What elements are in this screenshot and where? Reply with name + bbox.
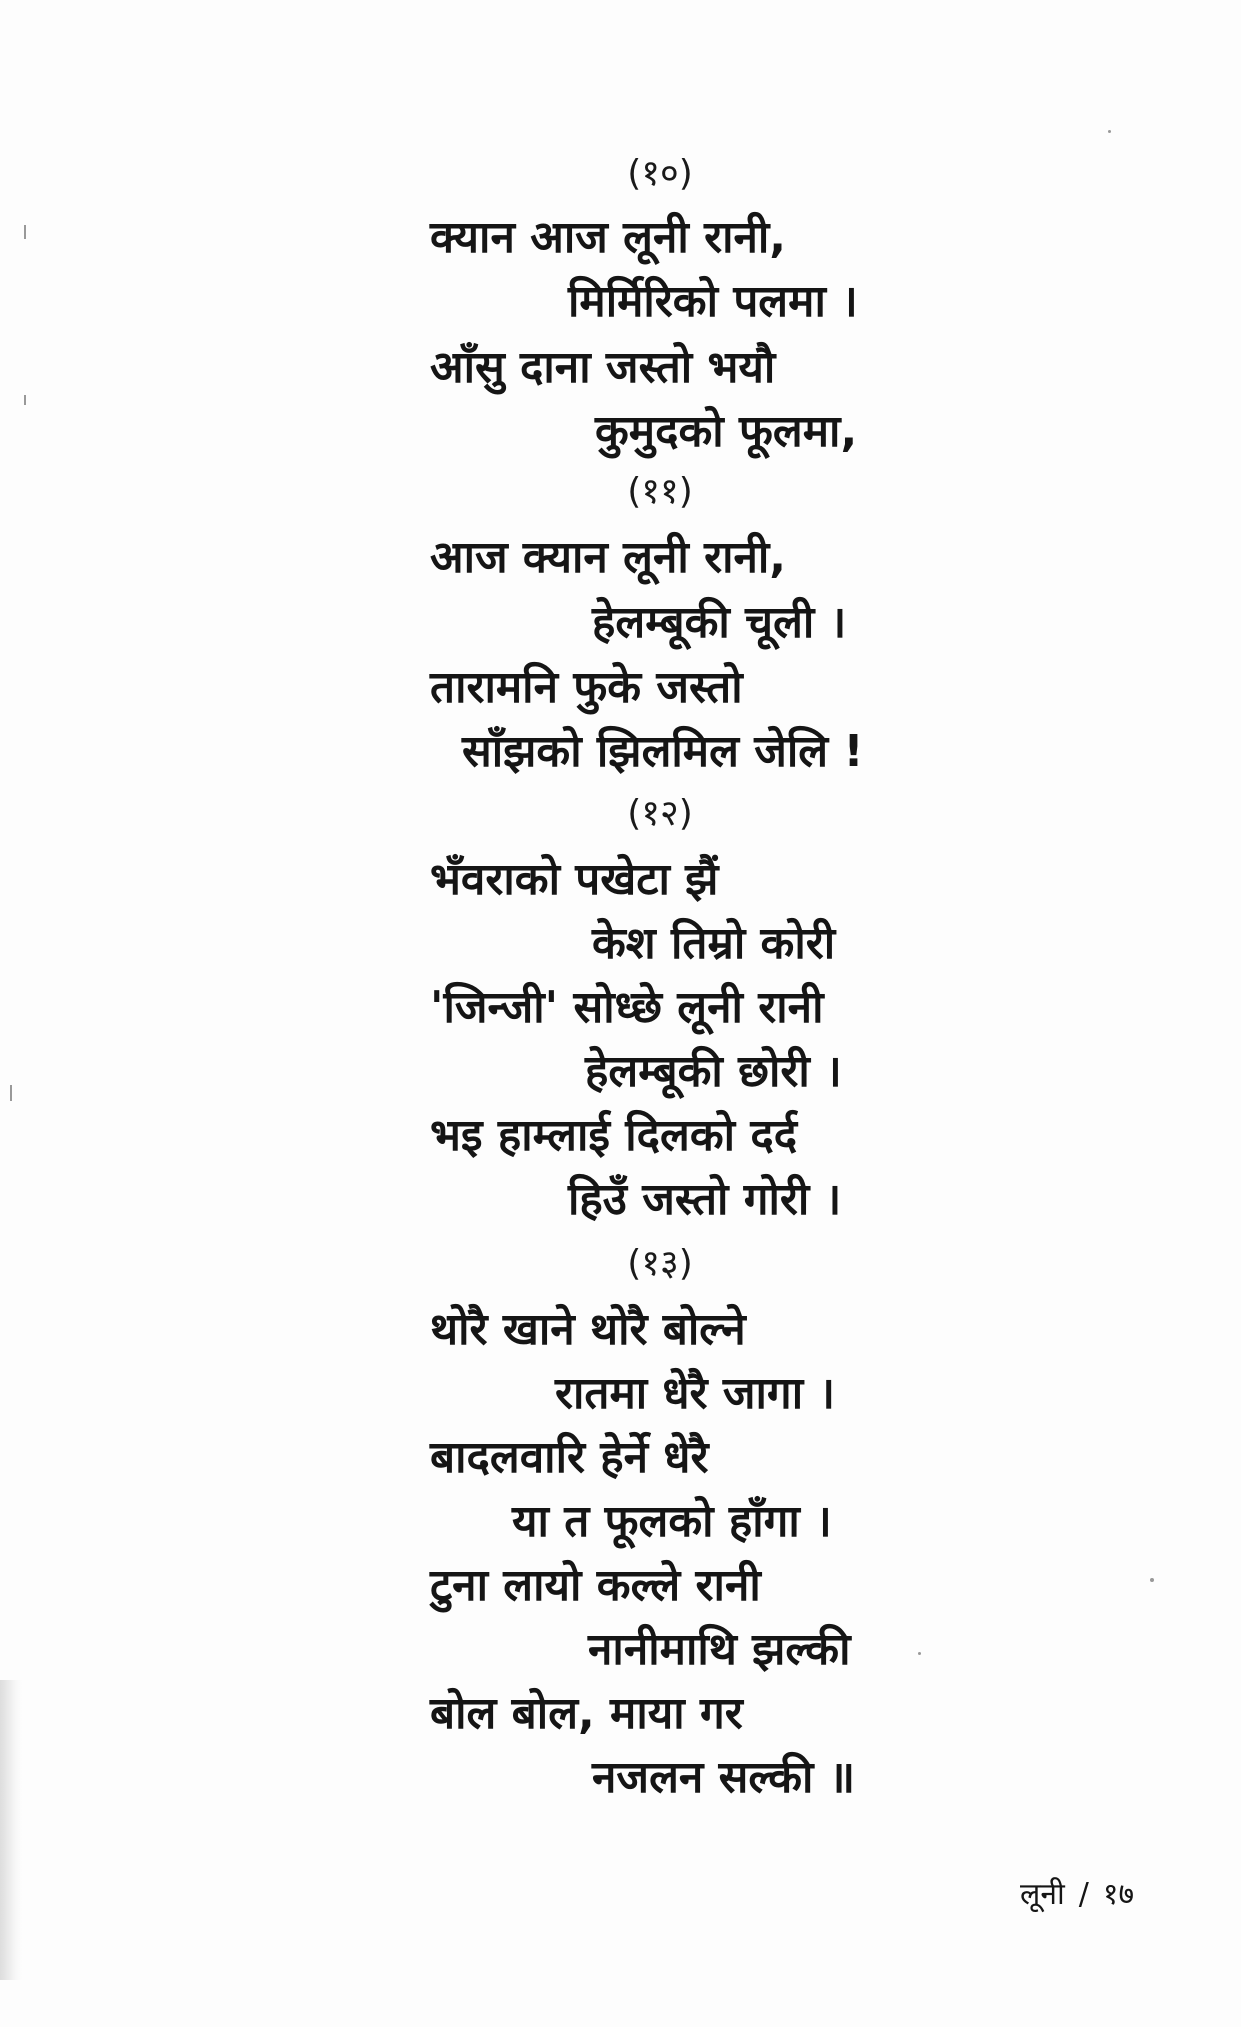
poem-line: भँवराको पखेटा झैं bbox=[430, 854, 719, 905]
poem-line: मिर्मिरिको पलमा । bbox=[568, 276, 858, 327]
page-footer bbox=[1020, 1875, 1134, 1915]
book-title: लूनी bbox=[1020, 1877, 1065, 1912]
poem-line: आज क्यान लूनी रानी, bbox=[430, 532, 787, 583]
poem-line: हेलम्बूकी छोरी । bbox=[585, 1046, 842, 1097]
poem-line: नानीमाथि झल्की bbox=[588, 1624, 851, 1675]
poem-line: नजलन सल्की ॥ bbox=[592, 1752, 856, 1803]
poem-line: बादलवारि हेर्ने धेरै bbox=[430, 1432, 709, 1483]
poem-line: आँसु दाना जस्तो भयौ bbox=[430, 342, 776, 393]
poem-line: थोरै खाने थोरै बोल्ने bbox=[430, 1304, 746, 1355]
poem-line: भइ हाम्लाई दिलको दर्द bbox=[430, 1110, 798, 1161]
stanza-number: (११) bbox=[627, 471, 693, 512]
poem-line: टुना लायो कल्ले रानी bbox=[430, 1560, 761, 1611]
poem-line: केश तिम्रो कोरी bbox=[592, 918, 836, 969]
poem-line: बोल बोल, माया गर bbox=[430, 1688, 743, 1739]
poem-line: कुमुदको फूलमा, bbox=[595, 406, 858, 457]
stanza-number: (१२) bbox=[627, 793, 693, 834]
poem-line: या त फूलको हाँगा । bbox=[512, 1496, 832, 1547]
poem-line: साँझको झिलमिल जेलि ! bbox=[462, 726, 864, 777]
poem-line: तारामनि फुके जस्तो bbox=[430, 662, 743, 713]
poem-line: 'जिन्जी' सोध्छे लूनी रानी bbox=[430, 982, 824, 1033]
page-number: १७ bbox=[1102, 1877, 1135, 1912]
footer-separator: / bbox=[1078, 1877, 1089, 1912]
stanza-number: (१०) bbox=[627, 153, 693, 194]
poem-line: हेलम्बूकी चूली । bbox=[592, 597, 847, 648]
poem-line: क्यान आज लूनी रानी, bbox=[430, 212, 787, 263]
poem-line: रातमा धेरै जागा । bbox=[555, 1368, 836, 1419]
stanza-number: (१३) bbox=[627, 1243, 693, 1284]
poem-line: हिउँ जस्तो गोरी । bbox=[568, 1174, 842, 1225]
